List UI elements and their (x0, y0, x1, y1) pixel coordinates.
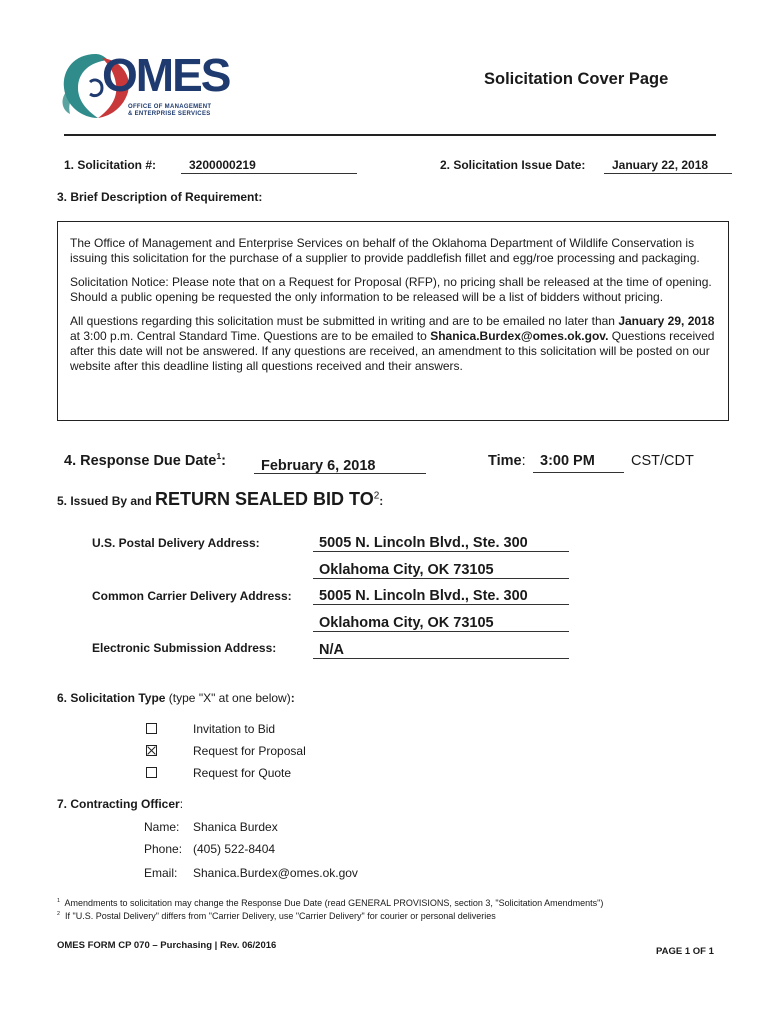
postal-address-label: U.S. Postal Delivery Address: (92, 536, 260, 550)
description-paragraph-2: Solicitation Notice: Please note that on a Request for Proposal (RFP), no pricing shall be released at the time of opening. Should a public opening be requested the only information to be released will be a list of bidders without pricing. (70, 275, 712, 304)
electronic-address-label: Electronic Submission Address: (92, 641, 277, 655)
footnote-2-text: If "U.S. Postal Delivery" differs from "Carrier Delivery, use "Carrier Delivery" for courier or personal deliveries (65, 911, 496, 921)
timezone: CST/CDT (631, 453, 694, 469)
description-paragraph-3 (70, 314, 716, 374)
logo-wordmark: OMES (102, 49, 230, 101)
form-number: OMES FORM CP 070 – Purchasing | Rev. 06/2016 (57, 940, 277, 951)
description-box (57, 221, 729, 421)
carrier-address-line1: 5005 N. Lincoln Blvd., Ste. 300 (313, 588, 569, 605)
postal-address-line2: Oklahoma City, OK 73105 (313, 562, 569, 579)
footnote-ref-2: 2 (373, 490, 380, 502)
issued-by-small: 5. Issued By and (57, 494, 156, 508)
contracting-officer-colon: : (179, 797, 184, 811)
time-label (488, 453, 526, 469)
issue-date-value: January 22, 2018 (604, 158, 732, 174)
carrier-address-line2: Oklahoma City, OK 73105 (313, 615, 569, 632)
page-title: Solicitation Cover Page (484, 70, 669, 88)
officer-name: Shanica Burdex (193, 820, 278, 834)
solicitation-number-label: 1. Solicitation #: (64, 158, 157, 172)
header-divider (64, 134, 716, 136)
footnote-1 (57, 898, 603, 908)
logo-subtitle-line2: & ENTERPRISE SERVICES (128, 111, 211, 117)
response-due-date: February 6, 2018 (254, 458, 426, 474)
officer-phone: (405) 522-8404 (193, 842, 276, 856)
brief-description-label: 3. Brief Description of Requirement: (57, 190, 263, 204)
solicitation-type-label-bold: 6. Solicitation Type (57, 691, 166, 705)
carrier-address-label: Common Carrier Delivery Address: (92, 589, 292, 603)
footnote-1-mark: 1 (57, 898, 60, 904)
request-for-quote-checkbox[interactable] (146, 767, 157, 778)
questions-deadline: January 29, 2018 (618, 314, 715, 328)
footnote-2 (57, 911, 496, 921)
response-due-colon: : (221, 453, 226, 469)
return-sealed-bid-to: RETURN SEALED BID TO (155, 489, 374, 509)
logo-subtitle-line1: OFFICE OF MANAGEMENT (128, 104, 212, 110)
description-p3-a: All questions regarding this solicitation must be submitted in writing and are to be emailed no later than (70, 314, 619, 328)
omes-logo (56, 48, 246, 128)
description-paragraph-1: The Office of Management and Enterprise Services on behalf of the Oklahoma Department of Wildlife Conservation is issuing this solicitation for the purchase of a supplier to provide paddlefish fillet and egg/roe processing and packaging. (70, 236, 700, 265)
footnote-1-text: Amendments to solicitation may change the Response Due Date (read GENERAL PROVISIONS, section 3, "Solicitation Amendments") (64, 898, 604, 908)
contracting-officer-label-text: 7. Contracting Officer (57, 797, 180, 811)
solicitation-type-label (57, 691, 295, 705)
contact-email-inline: Shanica.Burdex@omes.ok.gov. (430, 329, 609, 343)
issue-date-label: 2. Solicitation Issue Date: (440, 158, 586, 172)
invitation-to-bid-label: Invitation to Bid (193, 722, 276, 736)
time-label-colon: : (521, 453, 526, 469)
issued-by-colon: : (379, 494, 384, 508)
response-due-label (64, 453, 226, 469)
description-p3-e: Questions received after this date will not be answered. If any questions are received, an amendment to this solicitation will be posted on our website after this deadline listing all questions received and their answers. (70, 329, 715, 373)
response-due-time: 3:00 PM (533, 453, 624, 473)
officer-phone-label: Phone: (144, 842, 183, 856)
request-for-proposal-checkbox[interactable] (146, 745, 157, 756)
description-p3-c: at 3:00 p.m. Central Standard Time. Questions are to be emailed to (70, 329, 431, 343)
invitation-to-bid-checkbox[interactable] (146, 723, 157, 734)
solicitation-type-colon: : (290, 691, 295, 705)
footnote-ref-1: 1 (216, 451, 222, 462)
request-for-quote-label: Request for Quote (193, 766, 292, 780)
time-label-text: Time (488, 453, 522, 469)
postal-address-line1: 5005 N. Lincoln Blvd., Ste. 300 (313, 535, 569, 552)
footnote-2-mark: 2 (57, 911, 60, 917)
contracting-officer-label (57, 797, 183, 811)
solicitation-number-value: 3200000219 (181, 158, 357, 174)
officer-name-label: Name: (144, 820, 180, 834)
officer-email-label: Email: (144, 866, 178, 880)
issued-by-label (57, 489, 383, 510)
response-due-label-text: 4. Response Due Date (64, 453, 217, 469)
solicitation-type-label-rest: (type "X" at one below) (165, 691, 291, 705)
page-number: PAGE 1 OF 1 (656, 946, 714, 957)
officer-email: Shanica.Burdex@omes.ok.gov (193, 866, 358, 880)
request-for-proposal-label: Request for Proposal (193, 744, 306, 758)
electronic-address-value: N/A (313, 642, 569, 659)
